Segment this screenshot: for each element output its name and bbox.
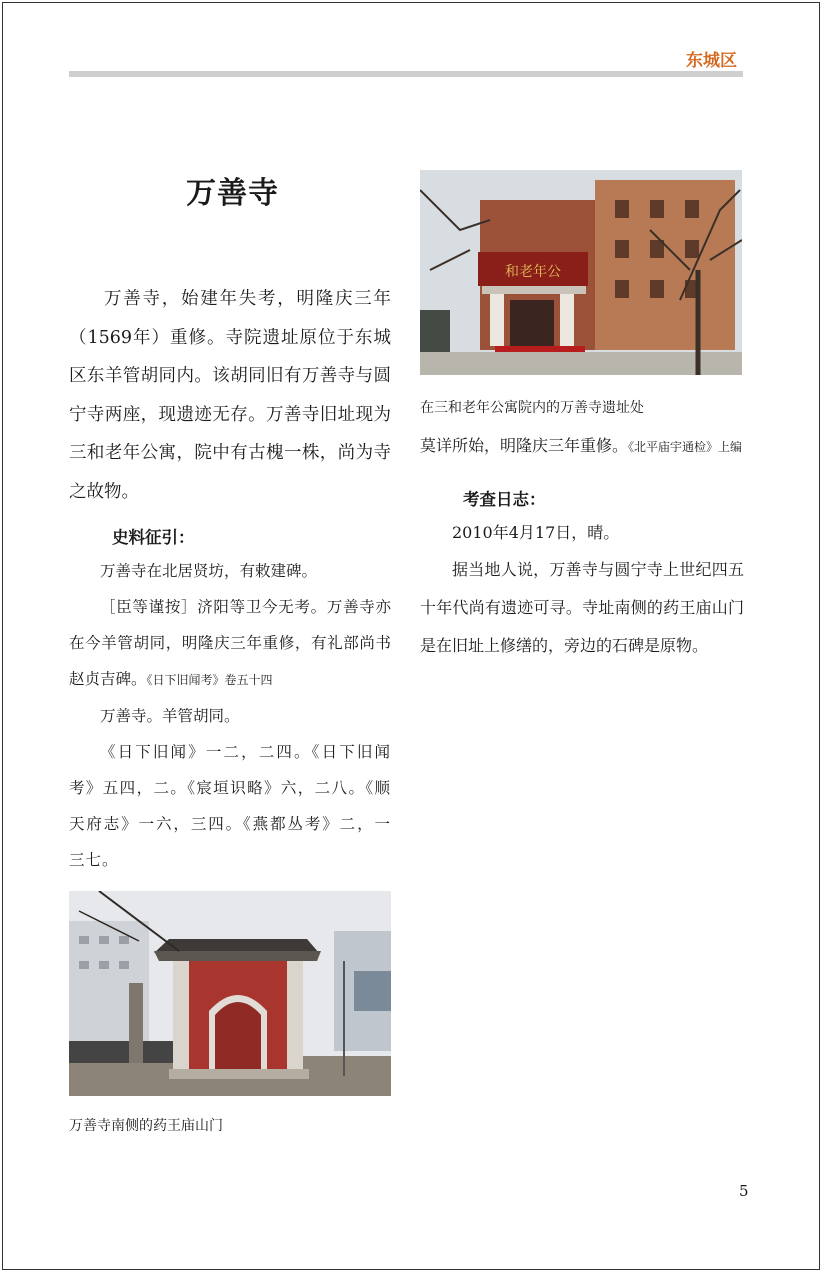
- nursing-home-illustration: [420, 170, 742, 375]
- bottom-photo-caption: 万善寺南侧的药王庙山门: [69, 1118, 223, 1134]
- source-quote-4-text: 《日下旧闻》一二，二四。《日下旧闻考》五四，二。《宸垣识略》六，二八。《顺天府志》一六，三四。《燕都丛考》二，一三七。: [69, 743, 391, 869]
- source-quote-2-citation: 《日下旧闻考》卷五十四: [146, 673, 273, 687]
- source-quote-5-text: 莫详所始，明隆庆三年重修。: [420, 436, 629, 455]
- intro-paragraph: 万善寺，始建年失考，明隆庆三年（1569年）重修。寺院遗址原位于东城区东羊管胡同内。该胡同旧有万善寺与圆宁寺两座，现遗迹无存。万善寺旧址现为三和老年公寓，院中有古槐一株，尚为寺之故物。: [69, 289, 391, 502]
- page-number: 5: [739, 1182, 749, 1200]
- sign-text: 和老年公: [505, 264, 561, 280]
- source-quote-1: 万善寺在北居贤坊，有敕建碑。: [100, 562, 318, 580]
- sources-heading: 史料征引：: [112, 528, 195, 547]
- article-title: 万善寺: [186, 176, 279, 211]
- header-rule: [69, 71, 743, 77]
- right-column: [420, 428, 744, 665]
- top-photo-caption: 在三和老年公寓院内的万善寺遗址处: [420, 400, 644, 416]
- left-column: [69, 280, 391, 878]
- source-quote-5-citation: 《北平庙宇通检》上编: [628, 440, 743, 454]
- photo-temple-gate: [69, 891, 391, 1096]
- source-quote-3: 万善寺。羊管胡同。: [100, 707, 240, 725]
- section-label: 东城区: [686, 51, 737, 71]
- source-quote-2: [69, 589, 391, 698]
- temple-gate-illustration: [69, 891, 391, 1096]
- source-quote-2-text: ［臣等谨按］济阳等卫今无考。万善寺亦在今羊管胡同，明隆庆三年重修，有礼部尚书赵贞吉碑。: [69, 598, 391, 688]
- source-quote-5: [420, 428, 744, 465]
- source-quote-4: [69, 734, 391, 878]
- photo-nursing-home: [420, 170, 742, 375]
- survey-text: 据当地人说，万善寺与圆宁寺上世纪四五十年代尚有遗迹可寻。寺址南侧的药王庙山门是在旧址上修缮的，旁边的石碑是原物。: [420, 560, 744, 655]
- survey-date: 2010年4月17日，晴。: [452, 523, 620, 542]
- survey-heading: 考查日志：: [463, 490, 546, 509]
